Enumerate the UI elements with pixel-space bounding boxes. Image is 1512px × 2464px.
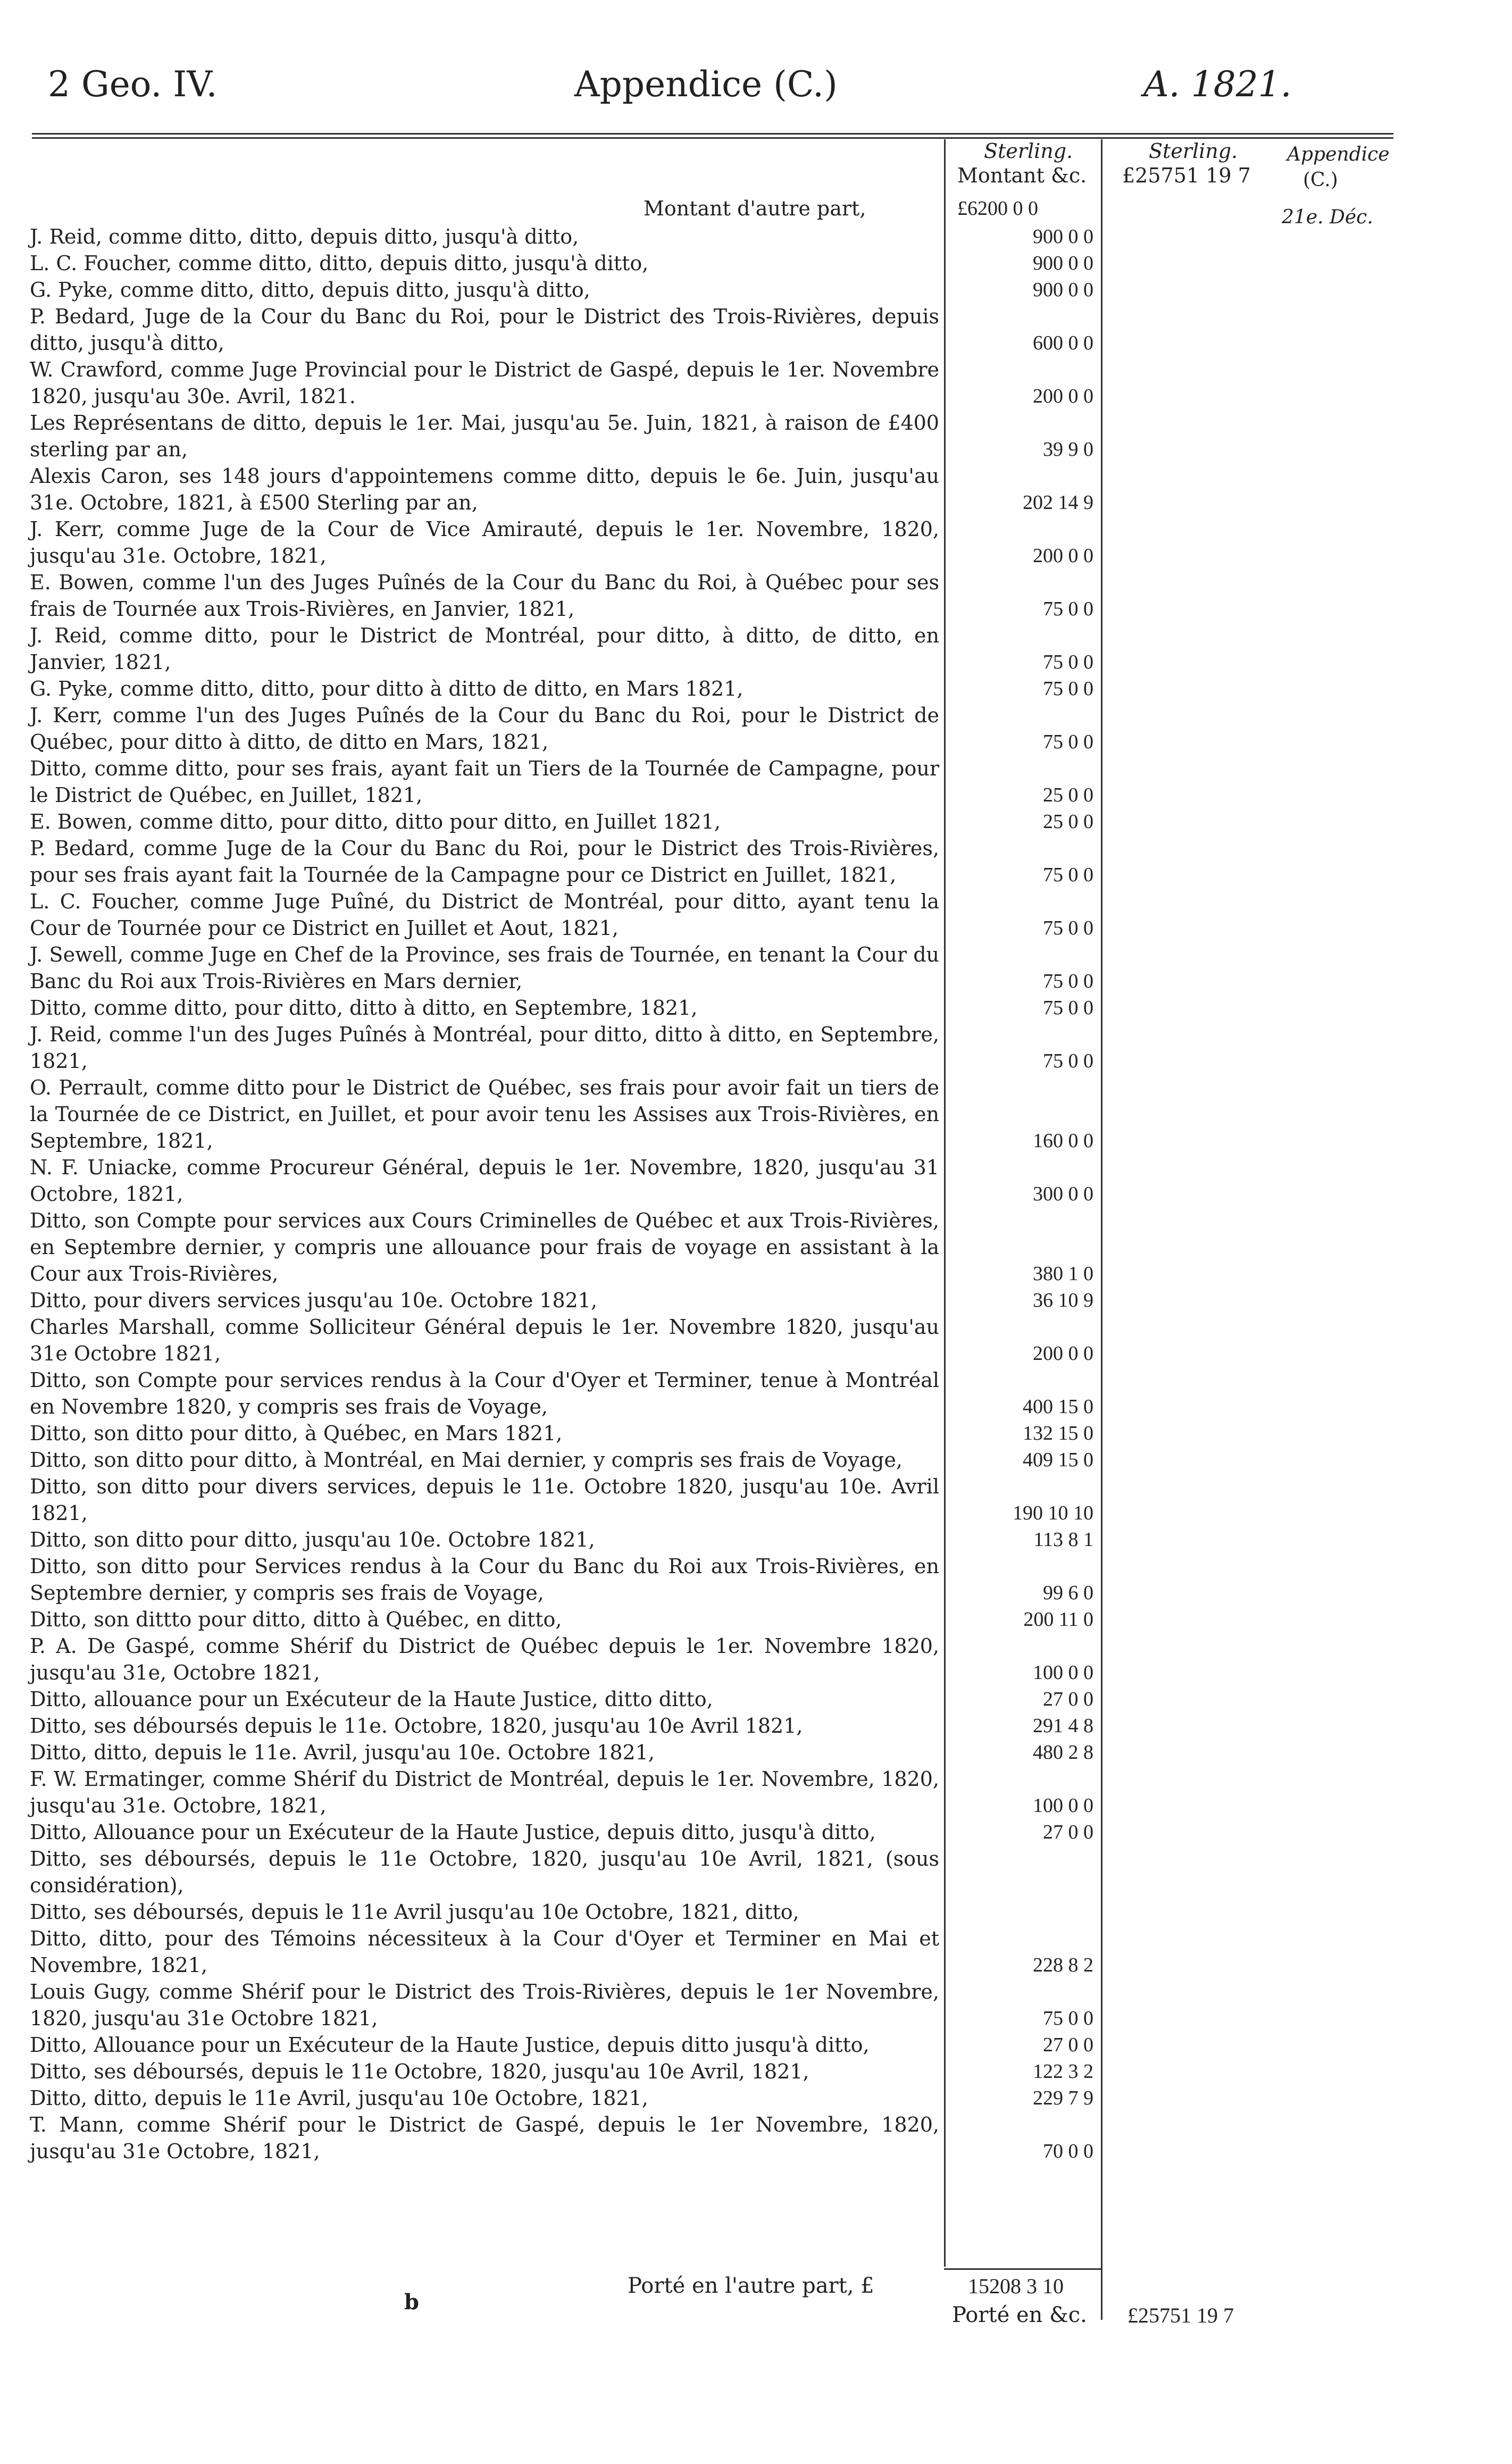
list-item — [30, 1287, 1466, 1314]
entry-amount: 75 0 0 — [1043, 2007, 1093, 2029]
list-item — [30, 835, 1466, 888]
entry-description: Ditto, comme ditto, pour ses frais, ayant fait un Tiers de la Tournée de Campagne, pour le District de Québec, en Juillet, 1821, — [30, 757, 939, 807]
entry-description: Ditto, allouance pour un Exécuteur de la Haute Justice, ditto ditto, — [30, 1688, 713, 1711]
list-item — [30, 2085, 1466, 2111]
entry-description: W. Crawford, comme Juge Provincial pour le District de Gaspé, depuis le 1er. Novembre 1820, jusqu'au 30e. Avril, 1821. — [30, 358, 939, 408]
list-item — [30, 1978, 1466, 2032]
entry-description: E. Bowen, comme l'un des Juges Puînés de la Cour du Banc du Roi, à Québec pour ses frais de Tournée aux Trois-Rivières, en Janvier, 1821, — [30, 571, 939, 621]
col2-brought-total: £25751 19 7 — [1122, 164, 1251, 187]
list-item — [30, 995, 1466, 1021]
entry-description: J. Kerr, comme Juge de la Cour de Vice Amirauté, depuis le 1er. Novembre, 1820, jusqu'au 31e. Octobre, 1821, — [30, 517, 939, 567]
entry-description: J. Reid, comme l'un des Juges Puînés à Montréal, pour ditto, ditto à ditto, en Septembre, 1821, — [30, 1023, 939, 1073]
entry-amount: 200 0 0 — [1033, 1342, 1093, 1365]
entry-amount: 400 15 0 — [1023, 1396, 1093, 1418]
list-item — [30, 1473, 1466, 1526]
margin-appendice-letter: (C.) — [1303, 169, 1338, 191]
entry-amount: 900 0 0 — [1033, 252, 1093, 274]
list-item — [30, 1314, 1466, 1367]
page-title: Appendice (C.) — [574, 64, 838, 105]
entry-description: Ditto, son Compte pour services aux Cours Criminelles de Québec et aux Trois-Rivières, en Septembre dernier, y compris une allouance pour frais de voyage en assistant à la Cour aux Trois-Rivières, — [30, 1209, 939, 1285]
brought-forward-label: Montant d'autre part, — [644, 197, 866, 220]
entry-amount: 291 4 8 — [1033, 1715, 1093, 1737]
year-label: A. 1821. — [1143, 64, 1292, 105]
entry-amount: 27 0 0 — [1043, 2034, 1093, 2056]
entry-description: L. C. Foucher, comme Juge Puîné, du District de Montréal, pour ditto, ayant tenu la Cour de Tournée pour ce District en Juillet et Aout, 1821, — [30, 890, 939, 940]
list-item — [30, 622, 1466, 675]
entry-description: Ditto, son Compte pour services rendus à la Cour d'Oyer et Terminer, tenue à Montréal en Novembre 1820, y compris ses frais de Voyage, — [30, 1368, 939, 1418]
list-item — [30, 1526, 1466, 1553]
entry-amount: 100 0 0 — [1033, 1794, 1093, 1817]
list-item — [30, 702, 1466, 755]
entry-description: J. Sewell, comme Juge en Chef de la Province, ses frais de Tournée, en tenant la Cour du Banc du Roi aux Trois-Rivières en Mars dernier, — [30, 943, 939, 993]
list-item — [30, 755, 1466, 808]
entry-description: Ditto, ses déboursés, depuis le 11e Octobre, 1820, jusqu'au 10e Avril, 1821, — [30, 2060, 809, 2083]
entry-amount: 229 7 9 — [1033, 2087, 1093, 2109]
entry-amount: 75 0 0 — [1043, 678, 1093, 700]
entry-amount: 75 0 0 — [1043, 917, 1093, 939]
entry-description: Les Représentans de ditto, depuis le 1er. Mai, jusqu'au 5e. Juin, 1821, à raison de £400 sterling par an, — [30, 411, 939, 461]
entry-description: Ditto, ses déboursés depuis le 11e. Octobre, 1820, jusqu'au 10e Avril 1821, — [30, 1714, 803, 1738]
entry-amount: 600 0 0 — [1033, 332, 1093, 354]
list-item — [30, 303, 1466, 356]
entry-amount: 113 8 1 — [1033, 1528, 1093, 1551]
entry-description: L. C. Foucher, comme ditto, ditto, depuis ditto, jusqu'à ditto, — [30, 252, 649, 275]
entry-amount: 100 0 0 — [1033, 1661, 1093, 1684]
list-item — [30, 1739, 1466, 1766]
list-item — [30, 1925, 1466, 1978]
list-item — [30, 1021, 1466, 1074]
entry-description: Ditto, son dittto pour ditto, ditto à Québec, en ditto, — [30, 1608, 562, 1631]
entry-amount: 202 14 9 — [1023, 491, 1093, 514]
entry-description: Ditto, son ditto pour ditto, à Montréal, en Mai dernier, y compris ses frais de Voyage, — [30, 1448, 903, 1472]
list-item — [30, 2111, 1466, 2165]
list-item — [30, 1074, 1466, 1154]
entry-amount: 228 8 2 — [1033, 1954, 1093, 1976]
entry-amount: 25 0 0 — [1043, 784, 1093, 806]
entry-amount: 27 0 0 — [1043, 1821, 1093, 1843]
signature-mark: b — [404, 2290, 419, 2315]
list-item — [30, 356, 1466, 410]
list-item — [30, 1633, 1466, 1686]
entry-amount: 190 10 10 — [1013, 1502, 1093, 1524]
list-item — [30, 2058, 1466, 2085]
list-item — [30, 1713, 1466, 1739]
entry-description: J. Reid, comme ditto, ditto, depuis ditto, jusqu'à ditto, — [30, 225, 579, 248]
entry-amount: 900 0 0 — [1033, 279, 1093, 301]
entry-amount: 900 0 0 — [1033, 225, 1093, 248]
list-item — [30, 223, 1466, 250]
entry-description: Louis Gugy, comme Shérif pour le District des Trois-Rivières, depuis le 1er Novembre, 1820, jusqu'au 31e Octobre 1821, — [30, 1980, 939, 2030]
entry-amount: 36 10 9 — [1033, 1289, 1093, 1312]
list-item — [30, 808, 1466, 835]
entry-description: Ditto, pour divers services jusqu'au 10e. Octobre 1821, — [30, 1289, 598, 1312]
entry-amount: 75 0 0 — [1043, 997, 1093, 1019]
entry-amount: 200 0 0 — [1033, 545, 1093, 567]
list-item — [30, 888, 1466, 941]
porte-label: Porté en &c. — [952, 2303, 1087, 2327]
list-item — [30, 1819, 1466, 1845]
entry-description: P. Bedard, Juge de la Cour du Banc du Roi, pour le District des Trois-Rivières, depuis ditto, jusqu'à ditto, — [30, 305, 939, 355]
entry-description: Ditto, son ditto pour divers services, depuis le 11e. Octobre 1820, jusqu'au 10e. Avril 1821, — [30, 1475, 939, 1525]
entry-description: F. W. Ermatinger, comme Shérif du District de Montréal, depuis le 1er. Novembre, 1820, jusqu'au 31e. Octobre, 1821, — [30, 1767, 939, 1817]
brought-forward-amount: £6200 0 0 — [957, 197, 1038, 220]
entry-description: Ditto, ses déboursés, depuis le 11e Avril jusqu'au 10e Octobre, 1821, ditto, — [30, 1900, 799, 1924]
entry-amount: 160 0 0 — [1033, 1130, 1093, 1152]
col1-subheading: Montant &c. — [957, 164, 1087, 187]
entry-description: O. Perrault, comme ditto pour le District de Québec, ses frais pour avoir fait un tiers de la Tournée de ce District, en Juillet, et pour avoir tenu les Assises aux Trois-Rivières, en Septembre, 1821, — [30, 1076, 939, 1152]
list-item — [30, 1899, 1466, 1925]
entry-amount: 25 0 0 — [1043, 811, 1093, 833]
list-item — [30, 675, 1466, 702]
list-item — [30, 1686, 1466, 1713]
entry-amount: 75 0 0 — [1043, 864, 1093, 886]
entry-description: Ditto, son ditto pour Services rendus à la Cour du Banc du Roi aux Trois-Rivières, en Septembre dernier, y compris ses frais de Voyage, — [30, 1555, 939, 1605]
list-item — [30, 569, 1466, 622]
entry-amount: 75 0 0 — [1043, 731, 1093, 753]
entry-amount: 409 15 0 — [1023, 1449, 1093, 1471]
entry-description: T. Mann, comme Shérif pour le District de Gaspé, depuis le 1er Novembre, 1820, jusqu'au 31e Octobre, 1821, — [30, 2113, 939, 2163]
entry-amount: 27 0 0 — [1043, 1688, 1093, 1710]
entry-amount: 39 9 0 — [1043, 438, 1093, 461]
entry-amount: 300 0 0 — [1033, 1183, 1093, 1205]
entry-description: J. Kerr, comme l'un des Juges Puînés de la Cour du Banc du Roi, pour le District de Québec, pour ditto à ditto, de ditto en Mars, 1821, — [30, 704, 939, 754]
entry-amount: 75 0 0 — [1043, 598, 1093, 620]
list-item — [30, 1447, 1466, 1473]
entry-description: Ditto, Allouance pour un Exécuteur de la Haute Justice, depuis ditto, jusqu'à ditto, — [30, 1820, 876, 1844]
entry-amount: 200 0 0 — [1033, 385, 1093, 407]
list-item — [30, 1420, 1466, 1447]
entry-description: Ditto, son ditto pour ditto, jusqu'au 10e. Octobre 1821, — [30, 1528, 595, 1551]
entry-description: Ditto, Allouance pour un Exécuteur de la Haute Justice, depuis ditto jusqu'à ditto, — [30, 2033, 870, 2057]
sum-rule — [944, 2268, 1101, 2270]
list-item — [30, 1367, 1466, 1420]
list-item — [30, 1606, 1466, 1633]
entry-description: Ditto, ses déboursés, depuis le 11e Octobre, 1820, jusqu'au 10e Avril, 1821, (sous considération), — [30, 1847, 939, 1897]
entry-amount: 380 1 0 — [1033, 1263, 1093, 1285]
top-rule — [32, 133, 1393, 135]
list-item — [30, 410, 1466, 463]
list-item — [30, 941, 1466, 995]
entry-description: Ditto, son ditto pour ditto, à Québec, en Mars 1821, — [30, 1422, 563, 1445]
entry-amount: 200 11 0 — [1023, 1608, 1093, 1631]
margin-appendice: Appendice — [1287, 144, 1390, 165]
entry-description: Ditto, ditto, pour des Témoins nécessiteux à la Cour d'Oyer et Terminer en Mai et Novembre, 1821, — [30, 1927, 939, 1977]
entry-amount: 132 15 0 — [1023, 1422, 1093, 1444]
entry-description: Ditto, ditto, depuis le 11e. Avril, jusqu'au 10e. Octobre 1821, — [30, 1741, 655, 1764]
col2-heading: Sterling. — [1149, 139, 1238, 163]
list-item — [30, 1553, 1466, 1606]
col1-heading: Sterling. — [984, 139, 1073, 163]
entry-description: Ditto, comme ditto, pour ditto, ditto à ditto, en Septembre, 1821, — [30, 996, 698, 1020]
entry-amount: 75 0 0 — [1043, 1050, 1093, 1072]
entry-description: G. Pyke, comme ditto, ditto, pour ditto à ditto de ditto, en Mars 1821, — [30, 677, 744, 700]
list-item — [30, 1845, 1466, 1899]
entry-amount: 70 0 0 — [1043, 2140, 1093, 2162]
entry-amount: 122 3 2 — [1033, 2060, 1093, 2083]
entry-amount: 99 6 0 — [1043, 1582, 1093, 1604]
top-rule-2 — [32, 137, 1393, 139]
list-item — [30, 250, 1466, 277]
list-item — [30, 2032, 1466, 2058]
list-item — [30, 1154, 1466, 1207]
entry-description: Alexis Caron, ses 148 jours d'appointemens comme ditto, depuis le 6e. Juin, jusqu'au 31e. Octobre, 1821, à £500 Sterling par an, — [30, 464, 939, 514]
margin-date: 21e. Déc. — [1282, 206, 1373, 228]
list-item — [30, 1207, 1466, 1287]
grand-total: £25751 19 7 — [1127, 2303, 1234, 2327]
entry-amount: 75 0 0 — [1043, 970, 1093, 992]
carried-amount: 15208 3 10 — [968, 2274, 1064, 2298]
list-item — [30, 463, 1466, 516]
entry-description: J. Reid, comme ditto, pour le District de Montréal, pour ditto, à ditto, de ditto, en Janvier, 1821, — [30, 624, 939, 674]
entry-description: G. Pyke, comme ditto, ditto, depuis ditto, jusqu'à ditto, — [30, 278, 590, 302]
entry-description: E. Bowen, comme ditto, pour ditto, ditto pour ditto, en Juillet 1821, — [30, 810, 721, 833]
list-item — [30, 1766, 1466, 1819]
entry-amount: 75 0 0 — [1043, 651, 1093, 673]
entry-description: Ditto, ditto, depuis le 11e Avril, jusqu'au 10e Octobre, 1821, — [30, 2086, 648, 2110]
entry-description: N. F. Uniacke, comme Procureur Général, depuis le 1er. Novembre, 1820, jusqu'au 31 Octobre, 1821, — [30, 1156, 939, 1206]
session-label: 2 Geo. IV. — [48, 64, 218, 105]
carried-label: Porté en l'autre part, £ — [628, 2274, 874, 2298]
entry-amount: 480 2 8 — [1033, 1741, 1093, 1764]
entries-list — [30, 223, 1466, 2165]
entry-description: Charles Marshall, comme Solliciteur Général depuis le 1er. Novembre 1820, jusqu'au 31e Octobre 1821, — [30, 1315, 939, 1365]
list-item — [30, 277, 1466, 303]
entry-description: P. Bedard, comme Juge de la Cour du Banc du Roi, pour le District des Trois-Rivières, pour ses frais ayant fait la Tournée de la Campagne pour ce District en Juillet, 1821, — [30, 837, 939, 887]
entry-description: P. A. De Gaspé, comme Shérif du District de Québec depuis le 1er. Novembre 1820, jusqu'au 31e, Octobre 1821, — [30, 1634, 939, 1684]
list-item — [30, 516, 1466, 569]
